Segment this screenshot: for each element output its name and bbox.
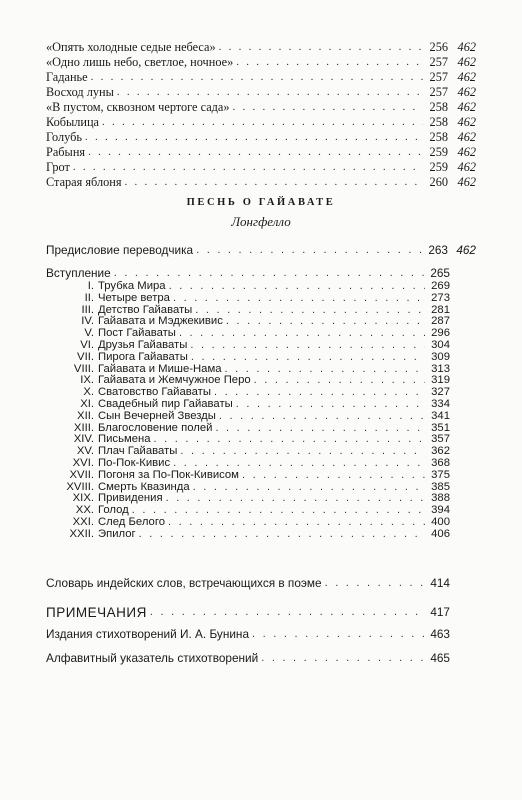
chapter-number: XI. — [80, 398, 94, 410]
entry-note-page: 462 — [456, 243, 476, 257]
entry-title: По-Пок-Кивис — [98, 457, 171, 469]
entry-page: 463 — [430, 627, 450, 641]
toc-chapter-entry — [46, 528, 450, 540]
entry-title: Сын Вечерней Звезды — [98, 409, 216, 422]
entry-page: 417 — [430, 605, 450, 619]
chapter-number: XIV. — [73, 433, 94, 446]
entry-page: 406 — [431, 527, 450, 540]
toc-chapter-entry — [46, 433, 450, 445]
dot-leader — [73, 160, 423, 175]
entry-title: Голубь — [46, 130, 83, 144]
toc-chapter-entry — [46, 445, 450, 457]
chapter-number: XV. — [76, 445, 94, 458]
entry-page: 465 — [430, 651, 450, 665]
entry-page: 258 — [429, 130, 448, 144]
toc-chapter-entry — [46, 280, 450, 292]
toc-entry — [46, 40, 476, 55]
entry-page: 259 — [429, 145, 448, 159]
entry-page: 263 — [428, 243, 448, 257]
entry-title: «В пустом, сквозном чертоге сада» — [46, 100, 230, 114]
toc-chapter-entry — [46, 492, 450, 504]
entry-page: 257 — [429, 70, 448, 84]
entry-title: Эпилог — [98, 527, 136, 540]
entry-page: 362 — [431, 445, 450, 458]
entry-page: 304 — [431, 339, 450, 351]
dot-leader — [166, 492, 425, 504]
chapter-number: IV. — [81, 315, 94, 328]
chapter-number: VIII. — [73, 362, 94, 375]
dot-leader — [154, 433, 425, 445]
toc-entry-notes — [46, 602, 450, 620]
entry-note-page: 462 — [457, 40, 476, 54]
toc-entry — [46, 115, 476, 130]
entry-page: 388 — [431, 492, 450, 505]
dot-leader — [88, 145, 423, 160]
dot-leader — [139, 528, 425, 540]
dot-leader — [173, 292, 425, 304]
entry-page: 341 — [431, 409, 450, 422]
chapter-number: XXII. — [69, 527, 94, 540]
dot-leader — [150, 605, 425, 620]
entry-title: ПРИМЕЧАНИЯ — [46, 605, 147, 620]
dot-leader — [236, 55, 423, 70]
toc-chapter-entry — [46, 351, 450, 363]
entry-title: Гайавата и Мэджекивис — [98, 315, 223, 328]
dot-leader — [195, 304, 425, 316]
entry-page: 296 — [431, 327, 450, 340]
entry-title: След Белого — [98, 516, 165, 528]
entry-page: 334 — [431, 398, 450, 410]
dot-leader — [179, 327, 425, 339]
dot-leader — [173, 457, 425, 469]
entry-page: 269 — [431, 280, 450, 292]
dot-leader — [254, 374, 425, 386]
dot-leader — [252, 627, 425, 642]
toc-entry — [46, 70, 476, 85]
toc-entry-editions — [46, 627, 450, 642]
chapter-number: III. — [81, 303, 94, 316]
dot-leader — [193, 481, 425, 493]
dot-leader — [91, 70, 423, 85]
toc-entry — [46, 145, 476, 160]
entry-page: 309 — [431, 350, 450, 363]
chapter-number: X. — [83, 386, 94, 399]
toc-chapter-entry — [46, 363, 450, 375]
chapter-number: XVI. — [72, 457, 94, 469]
entry-title: Грот — [46, 160, 70, 174]
entry-page: 375 — [431, 468, 450, 481]
entry-page: 259 — [429, 160, 448, 174]
dot-leader — [225, 363, 425, 375]
chapter-number: XXI. — [72, 516, 94, 528]
dot-leader — [190, 339, 425, 351]
entry-title: Пирога Гайаваты — [98, 350, 188, 363]
dot-leader — [102, 115, 423, 130]
toc-entry — [46, 100, 476, 115]
dot-leader — [325, 576, 425, 591]
entry-title: Смерть Квазинда — [98, 480, 190, 493]
chapter-number: VI. — [80, 339, 94, 351]
toc-chapter-entry — [46, 457, 450, 469]
entry-title: Сватовство Гайаваты — [98, 386, 211, 399]
entry-note-page: 462 — [457, 175, 476, 189]
dot-leader — [114, 266, 425, 281]
dot-leader — [196, 243, 423, 258]
toc-entry — [46, 175, 476, 190]
dot-leader — [233, 100, 423, 115]
toc-entry — [46, 55, 476, 70]
chapter-number: XIII. — [73, 421, 94, 434]
dot-leader — [132, 504, 425, 516]
entry-note-page: 462 — [457, 85, 476, 99]
entry-page: 368 — [431, 457, 450, 469]
entry-page: 260 — [429, 175, 448, 189]
entry-page: 258 — [429, 115, 448, 129]
toc-entry — [46, 130, 476, 145]
toc-chapter-entry — [46, 504, 450, 516]
entry-title: Рабыня — [46, 145, 86, 159]
entry-title: Старая яблоня — [46, 175, 122, 189]
entry-page: 400 — [431, 516, 450, 528]
entry-note-page: 462 — [457, 130, 476, 144]
dot-leader — [215, 422, 425, 434]
entry-title: Привидения — [98, 492, 163, 505]
entry-note-page: 462 — [457, 145, 476, 159]
dot-leader — [191, 351, 425, 363]
dot-leader — [168, 516, 425, 528]
entry-title: Восход луны — [46, 85, 114, 99]
toc-entry — [46, 160, 476, 175]
chapter-number: XVIII. — [66, 480, 94, 493]
entry-page: 273 — [431, 291, 450, 304]
entry-page: 319 — [431, 374, 450, 387]
entry-page: 351 — [431, 421, 450, 434]
entry-title: «Одно лишь небо, светлое, ночное» — [46, 55, 234, 69]
entry-page: 414 — [430, 576, 450, 590]
dot-leader — [117, 85, 423, 100]
toc-entry — [46, 85, 476, 100]
entry-title: Гайавата и Жемчужное Перо — [98, 374, 251, 387]
toc-entry-index — [46, 651, 450, 666]
entry-note-page: 462 — [457, 160, 476, 174]
toc-chapter-entry — [46, 315, 450, 327]
toc-chapter-entry — [46, 304, 450, 316]
toc-chapter-entry — [46, 386, 450, 398]
dot-leader — [214, 386, 425, 398]
entry-title: Предисловие переводчика — [46, 243, 194, 257]
entry-title: Плач Гайаваты — [98, 445, 178, 458]
chapter-number: VII. — [77, 350, 94, 363]
dot-leader — [125, 175, 424, 190]
dot-leader — [236, 398, 425, 410]
toc-chapter-entry — [46, 327, 450, 339]
entry-page: 327 — [431, 386, 450, 399]
toc-chapter-entry — [46, 374, 450, 386]
entry-page: 258 — [429, 100, 448, 114]
entry-title: Письмена — [98, 433, 151, 446]
entry-page: 256 — [429, 40, 448, 54]
chapter-number: I. — [87, 280, 94, 292]
toc-entry-intro — [46, 266, 450, 281]
entry-title: «Опять холодные седые небеса» — [46, 40, 216, 54]
entry-title: Гайавата и Мише-Нама — [98, 362, 222, 375]
dot-leader — [226, 315, 425, 327]
entry-title: Алфавитный указатель стихотворений — [46, 651, 259, 665]
entry-title: Словарь индейских слов, встречающихся в поэме — [46, 576, 322, 590]
chapter-number: II. — [84, 291, 94, 304]
entry-title: Издания стихотворений И. А. Бунина — [46, 627, 250, 641]
dot-leader — [219, 410, 425, 422]
entry-page: 265 — [430, 266, 450, 280]
chapter-number: XVII. — [69, 468, 94, 481]
entry-note-page: 462 — [457, 55, 476, 69]
toc-chapter-entry — [46, 410, 450, 422]
entry-page: 357 — [431, 433, 450, 446]
chapter-number: XIX. — [72, 492, 94, 505]
chapter-number: XX. — [75, 504, 94, 517]
entry-note-page: 462 — [457, 115, 476, 129]
toc-chapter-entry — [46, 339, 450, 351]
entry-page: 313 — [431, 362, 450, 375]
section-title: ПЕСНЬ О ГАЙАВАТЕ — [186, 197, 336, 208]
entry-note-page: 462 — [457, 70, 476, 84]
chapter-number: V. — [84, 327, 94, 340]
dot-leader — [219, 40, 423, 55]
entry-page: 281 — [431, 303, 450, 316]
entry-title: Благословение полей — [98, 421, 213, 434]
entry-title: Детство Гайаваты — [98, 303, 193, 316]
entry-page: 394 — [431, 504, 450, 517]
entry-title: Четыре ветра — [98, 291, 170, 304]
entry-page: 287 — [431, 315, 450, 328]
entry-note-page: 462 — [457, 100, 476, 114]
entry-title: Голод — [98, 504, 129, 517]
entry-title: Свадебный пир Гайаваты — [98, 398, 233, 410]
toc-entry-glossary — [46, 576, 450, 591]
toc-chapter-entry — [46, 292, 450, 304]
toc-chapter-entry — [46, 422, 450, 434]
toc-chapter-entry — [46, 516, 450, 528]
entry-page: 257 — [429, 55, 448, 69]
entry-title: Гаданье — [46, 70, 88, 84]
chapter-number: XII. — [77, 409, 94, 422]
toc-chapter-entry — [46, 481, 450, 493]
dot-leader — [180, 445, 425, 457]
entry-title: Друзья Гайаваты — [98, 339, 188, 351]
entry-title: Погоня за По-Пок-Кивисом — [98, 468, 239, 481]
entry-title: Кобылица — [46, 115, 100, 129]
toc-chapter-entry — [46, 469, 450, 481]
entry-title: Вступление — [46, 266, 111, 280]
entry-page: 385 — [431, 480, 450, 493]
dot-leader — [242, 469, 425, 481]
entry-title: Трубка Мира — [98, 280, 166, 292]
dot-leader — [169, 280, 425, 292]
entry-page: 257 — [429, 85, 448, 99]
dot-leader — [85, 130, 423, 145]
section-author: Лонгфелло — [231, 214, 291, 229]
entry-title: Пост Гайаваты — [98, 327, 176, 340]
chapter-number: IX. — [80, 374, 94, 387]
dot-leader — [261, 651, 425, 666]
toc-chapter-entry — [46, 398, 450, 410]
toc-entry-preface — [46, 243, 476, 258]
